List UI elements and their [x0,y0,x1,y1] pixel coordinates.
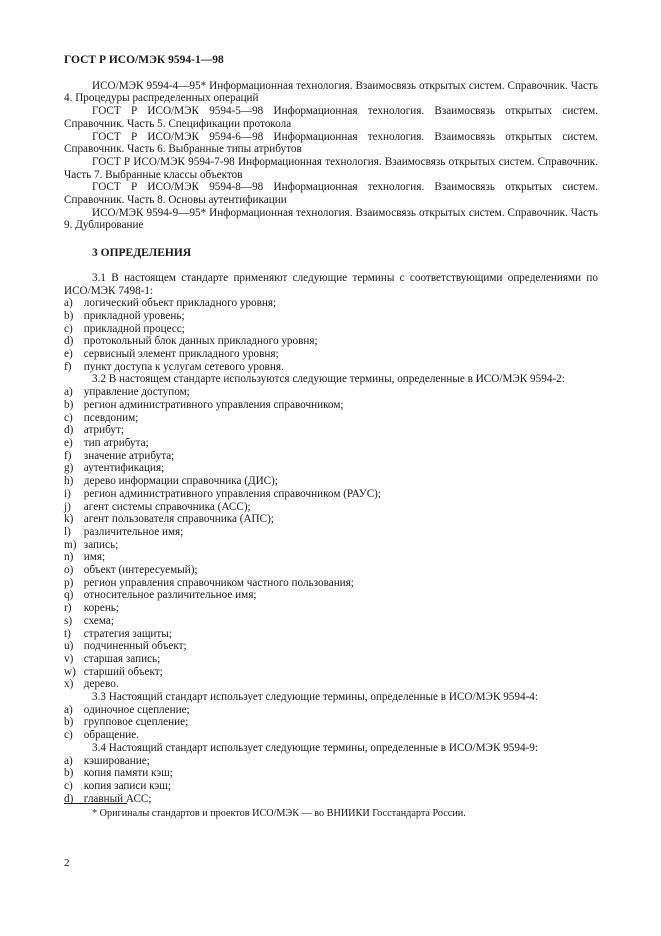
term-item [64,628,598,641]
term-label: j) [64,500,71,513]
term-item [64,640,598,653]
term-label: h) [64,475,74,488]
term-text: старший объект; [83,665,163,678]
term-label: o) [64,564,74,577]
term-label: e) [64,348,73,361]
term-text: логический объект прикладного уровня; [83,297,277,310]
term-item [64,412,598,425]
term-item [64,666,598,679]
term-label: c) [64,322,73,335]
term-label: d) [64,424,74,437]
term-label: k) [64,513,74,526]
term-label: b) [64,767,74,780]
term-text: пункт доступа к услугам сетевого уровня. [83,360,284,373]
footnote-divider [64,803,127,804]
term-text: прикладной уровень; [83,309,185,322]
term-text: стратегия защиты; [83,627,172,640]
term-item [64,399,598,412]
term-text: имя; [83,551,106,564]
term-item [64,526,598,539]
term-label: b) [64,398,74,411]
term-label: g) [64,462,74,475]
term-text: запись; [83,538,119,551]
term-item [64,716,598,729]
term-label: s) [64,614,73,627]
term-item [64,335,598,348]
term-item [64,323,598,336]
term-label: d) [64,792,74,805]
term-label: c) [64,779,73,792]
term-item [64,780,598,793]
clause-intro: 3.4 Настоящий стандарт использует следующие термины, определенные в ИСО/МЭК 9594-9: [92,741,539,754]
term-label: c) [64,411,73,424]
page-number: 2 [64,857,70,869]
term-item [64,755,598,768]
term-item [64,488,598,501]
term-item [64,424,598,437]
term-text: атрибут; [83,424,124,437]
term-text: объект (интересуемый); [83,564,198,577]
term-text: протокольный блок данных прикладного уровня; [83,335,318,348]
term-text: подчиненный объект; [83,640,187,653]
term-label: a) [64,703,73,716]
term-text: главный АСС; [83,792,152,805]
term-label: t) [64,627,71,640]
term-text: одиночное сцепление; [83,703,190,716]
term-label: w) [64,665,76,678]
term-text: обращение. [83,729,139,742]
term-label: e) [64,436,73,449]
term-label: l) [64,525,71,538]
clause-intro: 3.2 В настоящем стандарте используются следующие термины, определенные в ИСО/МЭК 9594-2: [92,373,565,386]
term-item [64,615,598,628]
term-text: копия памяти кэш; [83,767,173,780]
term-text: регион управления справочником частного пользования; [83,576,354,589]
term-label: n) [64,551,74,564]
term-label: r) [64,602,72,615]
definitions-section [64,272,598,806]
footnote: * Оригиналы стандартов и проектов ИСО/МЭК — во ВНИИКИ Госстандарта России. [92,808,466,819]
term-text: старшая запись; [83,652,161,665]
references-list [64,80,598,232]
term-item [64,310,598,323]
term-item [64,297,598,310]
term-text: корень; [83,602,120,615]
term-text: сервисный элемент прикладного уровня; [83,348,279,361]
term-label: m) [64,538,77,551]
term-label: d) [64,335,74,348]
term-label: v) [64,652,74,665]
term-text: регион административного управления справочником; [83,398,344,411]
term-item [64,450,598,463]
reference-entry: ГОСТ Р ИСО/МЭК 9594-7-98 Информационная технология. Взаимосвязь открытых систем. Справочник. Часть 7. Выбранные классы объектов [64,155,598,181]
reference-entry: ИСО/МЭК 9594-4—95* Информационная технология. Взаимосвязь открытых систем. Справочник. Часть 4. Процедуры распределенных операций [64,79,598,105]
term-text: относительное различительное имя; [83,589,257,602]
term-item [64,539,598,552]
term-label: a) [64,386,73,399]
term-text: значение атрибута; [83,449,175,462]
term-item [64,589,598,602]
term-text: псевдоним; [83,411,139,424]
term-text: дерево информации справочника (ДИС); [83,475,278,488]
term-text: прикладной процесс; [83,322,185,335]
term-list [64,297,598,373]
term-label: f) [64,360,72,373]
term-item [64,501,598,514]
term-item [64,551,598,564]
term-item [64,602,598,615]
term-label: b) [64,309,74,322]
term-item [64,704,598,717]
clause-intro: 3.3 Настоящий стандарт использует следующие термины, определенные в ИСО/МЭК 9594-4: [92,691,539,704]
term-label: i) [64,487,71,500]
term-text: агент пользователя справочника (АПС); [83,513,274,526]
term-text: аутентификация; [83,462,165,475]
term-label: a) [64,297,73,310]
term-text: групповое сцепление; [83,716,189,729]
term-item [64,729,598,742]
term-label: f) [64,449,72,462]
term-list [64,755,598,806]
reference-entry: ГОСТ Р ИСО/МЭК 9594-6—98 Информационная технология. Взаимосвязь открытых систем. Справочник. Часть 6. Выбранные типы атрибутов [64,130,598,156]
reference-entry: ИСО/МЭК 9594-9—95* Информационная технология. Взаимосвязь открытых систем. Справочник. Часть 9. Дублирование [64,206,598,232]
term-text: агент системы справочника (АСС); [83,500,251,513]
term-item [64,513,598,526]
document-page [64,54,598,805]
term-item [64,348,598,361]
document-header: ГОСТ Р ИСО/МЭК 9594-1—98 [64,54,224,66]
term-text: копия записи кэш; [83,779,171,792]
term-item [64,361,598,374]
term-text: кэширование; [83,754,150,767]
term-text: регион административного управления справочником (РАУС); [83,487,382,500]
term-item [64,577,598,590]
term-item [64,767,598,780]
term-item [64,462,598,475]
term-text: схема; [83,614,114,627]
reference-entry: ГОСТ Р ИСО/МЭК 9594-5—98 Информационная технология. Взаимосвязь открытых систем. Справочник. Часть 5. Спецификации протокола [64,105,598,130]
reference-entry: ГОСТ Р ИСО/МЭК 9594-8—98 Информационная технология. Взаимосвязь открытых систем. Справочник. Часть 8. Основы аутентификации [64,181,598,207]
section-title: 3 ОПРЕДЕЛЕНИЯ [92,247,192,260]
term-text: различительное имя; [83,525,184,538]
term-label: q) [64,589,74,602]
term-item [64,386,598,399]
term-text: управление доступом; [83,386,190,399]
term-item [64,678,598,691]
term-text: дерево. [83,678,119,691]
clause-intro: 3.1 В настоящем стандарте применяют следующие термины с соответствующими определениями по ИСО/МЭК 7498-1: [64,271,598,297]
term-label: x) [64,678,74,691]
term-label: a) [64,754,73,767]
term-list [64,386,598,691]
term-label: b) [64,716,74,729]
term-list [64,704,598,742]
term-label: u) [64,640,74,653]
term-label: c) [64,729,73,742]
term-item [64,653,598,666]
term-label: p) [64,576,74,589]
term-text: тип атрибута; [83,436,149,449]
term-item [64,437,598,450]
term-item [64,475,598,488]
term-item [64,793,598,806]
term-item [64,564,598,577]
